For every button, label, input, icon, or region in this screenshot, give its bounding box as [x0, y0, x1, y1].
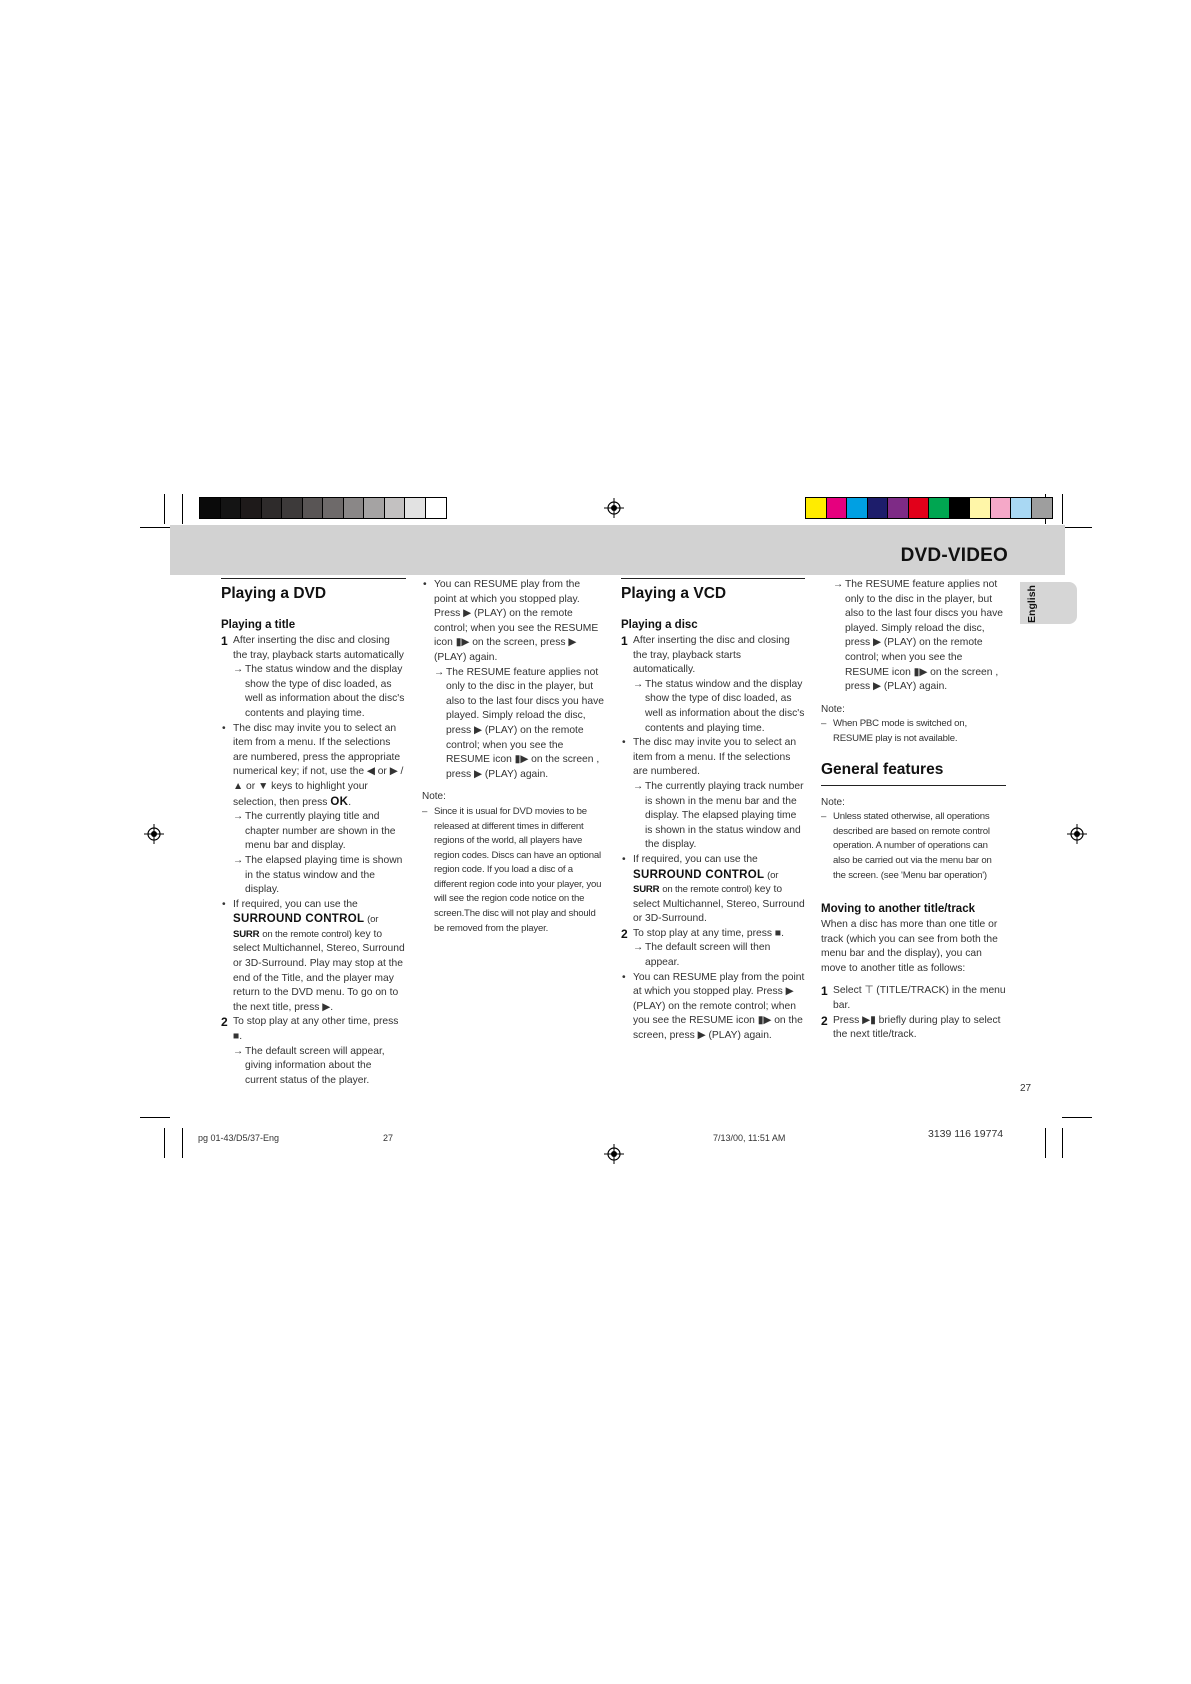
registration-mark-left — [144, 824, 164, 844]
color-swatch — [950, 498, 971, 518]
subheading-playing-title: Playing a title — [221, 619, 296, 631]
bullet-item: • The disc may invite you to select an item from a menu. If the selections are numbered, press the appropriate numerical key; if not, use the ◀ or ▶ / ▲ or ▼ keys to highlight your selection, then press OK. — [222, 722, 404, 808]
heading-playing-dvd: Playing a DVD — [221, 578, 406, 607]
grey-swatch — [200, 498, 221, 518]
grey-swatch — [323, 498, 344, 518]
note-label: Note: — [821, 796, 845, 808]
column-2 — [422, 578, 604, 936]
grey-swatch — [385, 498, 406, 518]
heading-general-features: General features — [821, 761, 1006, 786]
note-label: Note: — [821, 703, 845, 715]
result-item: → The currently playing title and chapter number are shown in the menu bar and display. — [233, 811, 396, 852]
color-swatch — [847, 498, 868, 518]
note-text: – Unless stated otherwise, all operations described are based on remote control operation. A number of operations can also be carried out via the menu bar on the screen. (see 'Menu bar operation') — [821, 811, 992, 881]
grey-swatch — [405, 498, 426, 518]
page-number: 27 — [1020, 1083, 1032, 1094]
registration-mark-top — [604, 498, 624, 518]
step-1: 1 Select ⊤ (TITLE/TRACK) in the menu bar. — [821, 984, 1006, 1012]
result-item: → The status window and the display show the type of disc loaded, as well as information about the disc's contents and playing time. — [233, 664, 405, 719]
result-item: → The default screen will appear, giving information about the current status of the player. — [233, 1045, 385, 1086]
result-item: → The RESUME feature applies not only to the disc in the player, but also to the last four discs you have played. Simply reload the disc, press ▶ (PLAY) on the remote control; when you see the RESUME icon ▮▶ on the screen , press ▶ (PLAY) again. — [833, 579, 1003, 693]
footer-page: 27 — [383, 1133, 394, 1143]
bullet-item: • You can RESUME play from the point at which you stopped play. Press ▶ (PLAY) on the remote control; when you see the RESUME icon ▮▶ on the screen, press ▶ (PLAY) again. — [423, 579, 599, 663]
grey-swatch — [221, 498, 242, 518]
color-swatch — [970, 498, 991, 518]
color-swatch — [991, 498, 1012, 518]
intro-text: When a disc has more than one title or track (which you can see from both the menu bar and the display), you can move to another title as follows: — [821, 919, 998, 974]
grey-swatch — [303, 498, 324, 518]
step-1: 1 After inserting the disc and closing the tray, playback starts automatically — [221, 634, 404, 661]
color-swatch — [888, 498, 909, 518]
step-2: 2 To stop play at any other time, press ■. — [221, 1015, 399, 1043]
result-item: → The default screen will then appear. — [633, 942, 771, 969]
grey-swatch — [364, 498, 385, 518]
footer-date: 7/13/00, 11:51 AM — [713, 1133, 786, 1143]
result-item: → The status window and the display show the type of disc loaded, as well as information about the disc's contents and playing time. — [633, 678, 805, 734]
step-1: 1 After inserting the disc and closing the tray, playback starts automatically. — [621, 634, 790, 676]
header-band — [170, 525, 1065, 575]
bullet-item: • If required, you can use the SURROUND CONTROL (or SURR on the remote control) key to select Multichannel, Stereo, Surround or 3D-Surround. Play may stop at the end of the Title, and the player may return to the DVD menu. To go on to the next title, press ▶. — [222, 898, 405, 1013]
grey-swatch — [344, 498, 365, 518]
grey-swatch — [241, 498, 262, 518]
bullet-item: • You can RESUME play from the point at which you stopped play. Press ▶ (PLAY) on the remote control; when you see the RESUME icon ▮▶ on the screen, press ▶ (PLAY) again. — [622, 971, 805, 1042]
language-tab-label: English — [1025, 585, 1038, 623]
footer-file: pg 01-43/D5/37-Eng — [198, 1133, 280, 1143]
color-swatch — [1011, 498, 1032, 518]
note-text: – Since it is usual for DVD movies to be released at different times in different regions of the world, all players have region codes. Discs can have an optional region code. If you load a disc of a different region code into your player, you will see the region code notice on the screen.The disc will not play and should be removed from the player. — [422, 805, 602, 934]
result-item: → The elapsed playing time is shown in the status window and the display. — [233, 854, 403, 896]
registration-mark-bottom — [604, 1144, 624, 1164]
color-swatch — [806, 498, 827, 518]
column-4 — [821, 578, 1006, 1043]
footer-code: 3139 116 19774 — [928, 1128, 1004, 1140]
result-item: → The currently playing track number is shown in the menu bar and the display. The elapsed playing time is shown in the status window and the display. — [633, 780, 804, 851]
grey-swatch — [262, 498, 283, 518]
subheading-playing-disc: Playing a disc — [621, 619, 698, 631]
subheading-moving-title: Moving to another title/track — [821, 903, 975, 916]
color-swatch — [909, 498, 930, 518]
color-swatch — [827, 498, 848, 518]
heading-playing-vcd: Playing a VCD — [621, 578, 805, 607]
grey-swatch — [282, 498, 303, 518]
column-3 — [621, 578, 805, 1044]
result-item: → The RESUME feature applies not only to the disc in the player, but also to the last four discs you have played. Simply reload the disc, press ▶ (PLAY) on the remote control; when you see the RESUME icon ▮▶ on the screen , press ▶ (PLAY) again. — [434, 666, 604, 780]
step-2: 2 Press ▶▮ briefly during play to select the next title/track. — [821, 1013, 1001, 1041]
note-text: – When PBC mode is switched on, RESUME play is not available. — [821, 718, 967, 744]
bullet-item: • The disc may invite you to select an item from a menu. If the selections are numbered. — [622, 737, 797, 778]
color-calibration-bar — [805, 497, 1053, 519]
color-swatch — [929, 498, 950, 518]
color-swatch — [1032, 498, 1053, 518]
grey-swatch — [426, 498, 447, 518]
greyscale-calibration-bar — [199, 497, 447, 519]
step-2: 2 To stop play at any time, press ■. — [621, 926, 785, 941]
color-swatch — [868, 498, 889, 518]
registration-mark-right — [1067, 824, 1087, 844]
note-label: Note: — [422, 791, 446, 803]
column-1 — [221, 578, 406, 1088]
bullet-item: • If required, you can use the SURROUND CONTROL (or SURR on the remote control) key to select Multichannel, Stereo, Surround or 3D-Surround. — [622, 853, 805, 925]
section-title: DVD-VIDEO — [900, 545, 1008, 566]
